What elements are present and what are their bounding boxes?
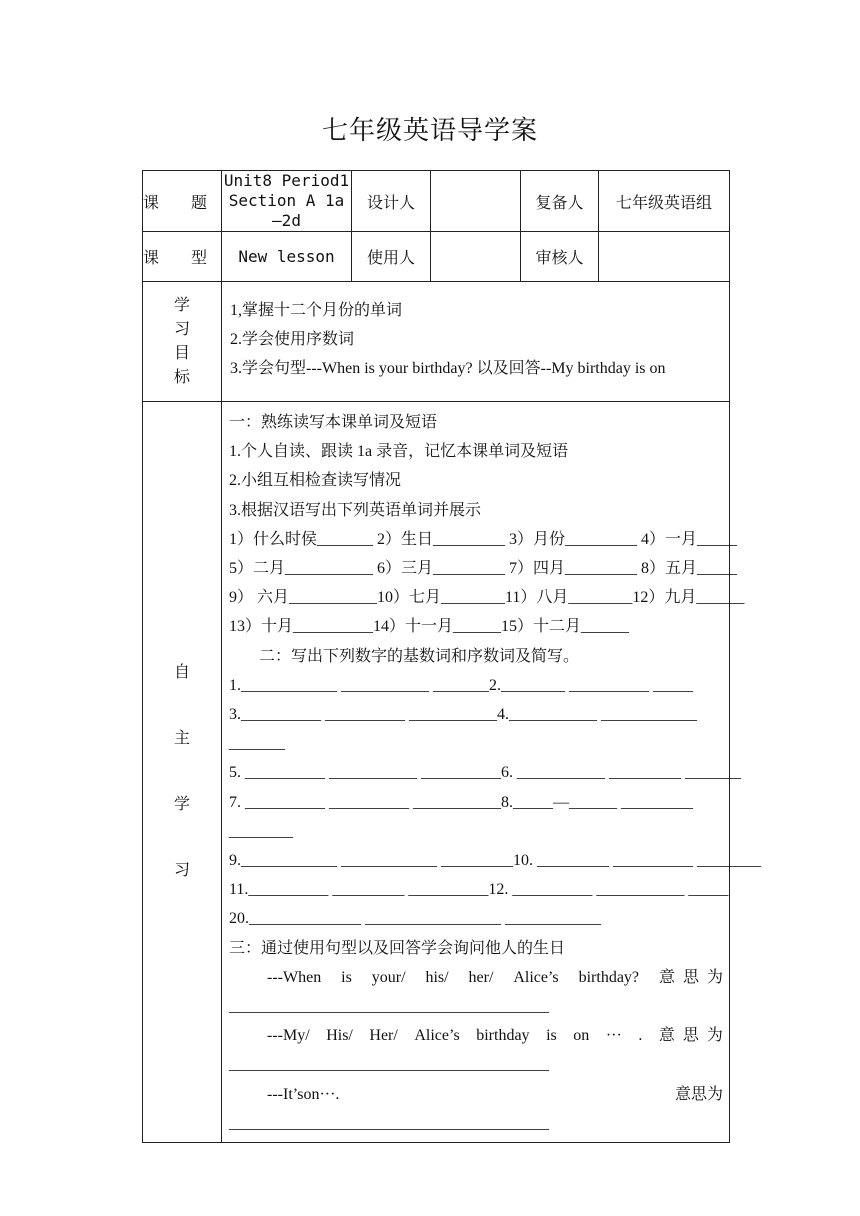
question-word: ---It’s [267,1085,304,1103]
goal-item: 2.学会使用序数词 [230,331,355,348]
question-word: ··· [605,1027,622,1045]
instruction-line: 1.个人自读、跟读 1a 录音，记忆本课单词及短语 [229,443,569,461]
user-label: 使用人 [352,232,431,282]
self-study-char: 学 [173,796,190,814]
question-word: Alice’s [414,1027,460,1045]
answer-blank[interactable]: ________________________________________ [229,1114,549,1132]
type-value: New lesson [222,232,352,282]
self-study-char: 自 [173,664,190,682]
row-self-study [143,402,730,1143]
question-word: 意 思 为 [658,1027,723,1045]
goals-label [143,282,222,402]
answer-blank[interactable]: ________________________________________ [229,998,549,1016]
question-word: birthday? [578,968,640,986]
topic-label: 课 题 [143,171,222,232]
topic-line-2: Section A 1a —2d [228,191,345,230]
question-word: 为 [706,1085,723,1103]
vocab-line[interactable]: 5）二月___________ 6）三月_________ 7）四月_________ 8）五月_____ [229,560,738,578]
question-word: . [335,1085,340,1103]
instruction-line: 2.小组互相检查读写情况 [229,472,402,490]
designer-label: 设计人 [352,171,431,232]
user-value[interactable] [431,232,521,282]
goals-content [222,282,730,402]
question-word: on [573,1027,590,1045]
question-word: . [638,1027,643,1045]
self-study-char: 习 [173,862,190,880]
number-line[interactable]: 9.____________ ____________ _________10. _________ __________ ________ [229,852,761,870]
section-heading: 三：通过使用句型以及回答学会询问他人的生日 [229,939,566,957]
question-word: 意 思 为 [658,968,723,986]
type-label: 课 型 [143,232,222,282]
row-type [143,232,730,282]
designer-value[interactable] [431,171,521,232]
number-line[interactable]: 7. __________ __________ ___________8._____—______ _________ [229,793,693,811]
question-word: on [303,1085,320,1103]
answer-blank[interactable]: ________________________________________ [229,1056,549,1074]
question-1 [229,963,723,992]
goals-label-line1: 学 习 [173,296,202,338]
number-line[interactable]: 3.__________ __________ ___________4.___________ ____________ [229,706,697,724]
question-word: Alice’s [513,968,559,986]
question-word: her/ [468,968,494,986]
number-line[interactable]: 5. __________ ___________ __________6. ___________ _________ _______ [229,764,741,782]
number-line[interactable]: 20.______________ _________________ ____________ [229,910,601,928]
question-word: His/ [326,1027,353,1045]
goal-item: 3.学会句型---When is your birthday? 以及回答--My birthday is on [230,360,666,377]
number-line[interactable]: 11.__________ _________ __________12. __________ ___________ _____ [229,881,729,899]
question-word: is [546,1027,557,1045]
section-heading: 一：熟练读写本课单词及短语 [229,414,438,431]
question-word: ---My/ [267,1027,310,1045]
question-word: 意 [674,1085,691,1103]
question-word: Her/ [369,1027,398,1045]
row-topic [143,171,730,232]
question-word: is [341,968,352,986]
question-word: his/ [425,968,449,986]
reviewer-value: 七年级英语组 [599,171,730,232]
reviewer-label: 复备人 [521,171,599,232]
number-line[interactable]: _______ [229,735,285,753]
lesson-plan-table [142,170,761,1143]
auditor-value[interactable] [599,232,730,282]
vocab-line[interactable]: 13）十月__________14）十一月______15）十二月______ [229,618,630,636]
question-3 [229,1080,723,1109]
goal-item: 1,掌握十二个月份的单词 [230,302,403,319]
auditor-label: 审核人 [521,232,599,282]
question-word: ··· [319,1085,336,1103]
vocab-line[interactable]: 9） 六月___________10）七月________11）八月________12）九月______ [229,589,745,607]
self-study-label [143,402,222,1143]
question-2 [229,1021,723,1050]
topic-line-1: Unit8 Period1 [223,171,350,190]
number-line[interactable]: 1.____________ ___________ _______2.________ __________ _____ [229,676,693,694]
question-word: ---When [267,968,322,986]
question-word: your/ [371,968,406,986]
row-goals [143,282,730,402]
self-study-char: 主 [173,730,190,748]
vocab-line[interactable]: 1）什么时侯_______ 2）生日_________ 3）月份_________ 4）一月_____ [229,530,738,548]
question-word: birthday [476,1027,530,1045]
goals-label-line2: 目 标 [173,344,202,386]
section-heading: 二：写出下列数字的基数词和序数词及简写。 [259,647,580,665]
self-study-content [222,402,761,1143]
question-word: 思 [690,1085,707,1103]
topic-value [222,171,352,232]
instruction-line: 3.根据汉语写出下列英语单词并展示 [229,501,482,519]
page-title: 七年级英语导学案 [321,116,538,146]
number-line[interactable]: ________ [229,822,293,840]
